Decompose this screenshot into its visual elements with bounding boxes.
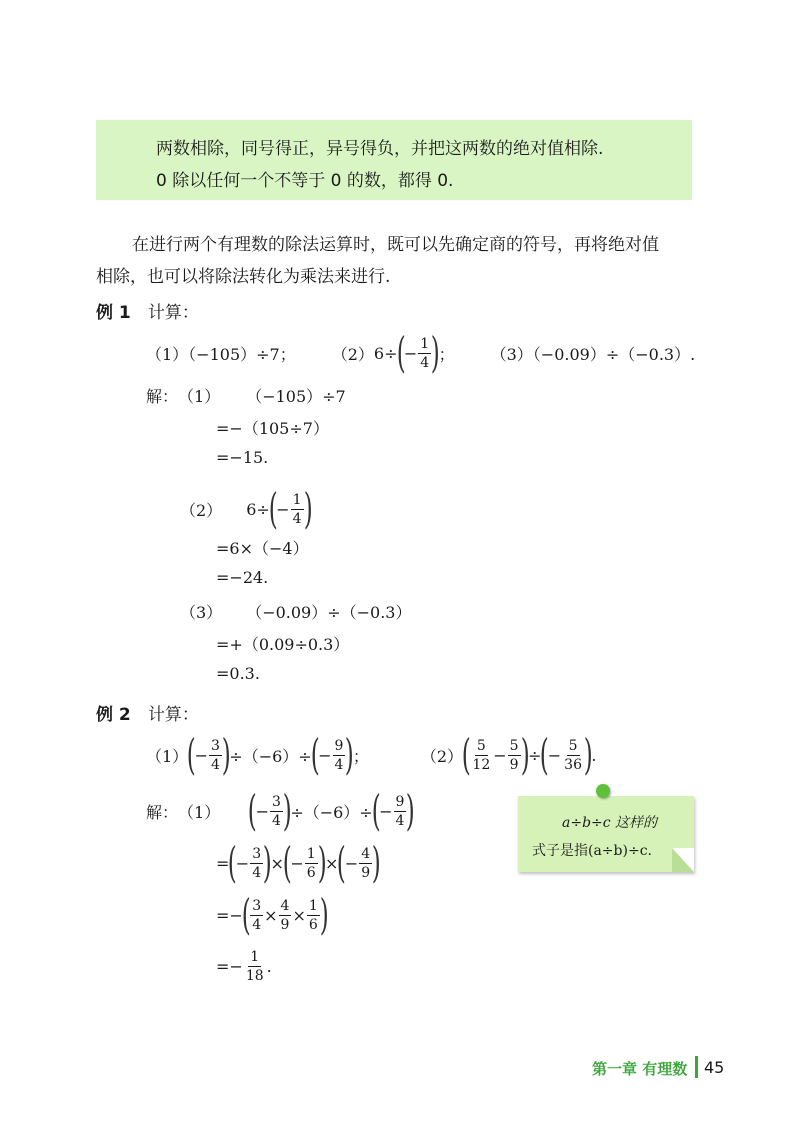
sticky-note	[518, 796, 694, 872]
example-1-problem-2: （2） 6÷ ( − $\frac{1}{4}$ ) ；	[331, 328, 455, 377]
fraction: $\frac{5}{36}$	[564, 737, 582, 773]
note-line-1: a÷b÷c 这样的	[562, 815, 658, 831]
fraction: $\frac{3}{4}$	[272, 793, 281, 829]
example-1-solution-2: （2） 6÷ ( − $\frac{1}{4}$ )	[180, 484, 313, 533]
fraction: $\frac{1}{6}$	[306, 845, 316, 881]
fraction: $\frac{5}{9}$	[509, 737, 519, 773]
example-1-solution-2-step-3: =−24.	[216, 568, 269, 587]
fraction: $\frac{3}{4}$	[252, 897, 262, 933]
example-1-solution-3-step-2: =+（0.09÷0.3）	[216, 635, 350, 654]
example-1-problem-1: （1）（−105）÷7；	[146, 344, 296, 364]
fraction: $\frac{9}{4}$	[395, 793, 405, 829]
example-1-solution-1-step-2: =−（105÷7）	[216, 419, 329, 438]
fraction: $\frac{1}{4}$	[292, 491, 302, 527]
example-1-title: 计算：	[147, 303, 199, 323]
note-curl	[672, 848, 694, 872]
example-2-solution-step-2: = ( − $\frac{3}{4}$ ) × ( − $\frac{1}{6}$ ) × ( − $\frac{4}{9}$ )	[216, 838, 381, 887]
fraction: $\frac{3}{4}$	[252, 845, 262, 881]
paragraph-line-2: 相除，也可以将除法转化为乘法来进行.	[96, 267, 391, 287]
example-1-label: 例 1	[96, 303, 131, 323]
example-1-problems	[146, 328, 696, 377]
fraction: $\frac{9}{4}$	[334, 737, 344, 773]
example-1-solution-2-step-2: =6×（−4）	[216, 539, 309, 558]
footer-chapter: 第一章 有理数	[592, 1060, 688, 1078]
example-2-solution-step-3: =− ( $\frac{3}{4}$ × $\frac{4}{9}$ × $\frac{1}{6}$ )	[216, 890, 329, 939]
fraction: $\frac{5}{12}$	[472, 737, 491, 773]
example-2-solution-step-1: 解： （1） ( − $\frac{3}{4}$ ) ÷（−6）÷ ( − $\frac{9}{4}$ )	[146, 786, 416, 835]
example-2-header	[96, 700, 199, 725]
rule-line-1: 两数相除，同号得正，异号得负，并把这两数的绝对值相除.	[156, 139, 604, 159]
example-2-problem-2: （2） ( $\frac{5}{12}$ − $\frac{5}{9}$ ) ÷ ( − $\frac{5}{36}$ ) .	[420, 730, 597, 779]
footer-divider	[695, 1056, 698, 1078]
example-2-problem-1: （1） ( − $\frac{3}{4}$ ) ÷（−6）÷ ( − $\frac{9}{4}$ ) ；	[146, 730, 369, 779]
example-2-title: 计算：	[147, 705, 199, 725]
page-number: 45	[704, 1058, 725, 1077]
rule-box	[96, 120, 692, 200]
example-1-solution-3: （3） （−0.09）÷（−0.3）	[180, 603, 412, 622]
note-line-2: 式子是指(a÷b)÷c.	[532, 843, 652, 859]
example-1-solution-1: 解： （1） （−105）÷7	[146, 384, 346, 407]
example-2-solution-step-4: =− $\frac{1}{18}$ .	[216, 949, 272, 984]
example-1-problem-3: （3）（−0.09）÷（−0.3）.	[490, 344, 696, 364]
solution-label: 解：	[146, 802, 179, 822]
rule-line-2: 0 除以任何一个不等于 0 的数，都得 0.	[156, 171, 454, 191]
fraction: $\frac{4}{9}$	[361, 845, 371, 881]
example-1-solution-1-step-3: =−15.	[216, 448, 269, 467]
fraction: $\frac{1}{6}$	[308, 897, 318, 933]
fraction: $\frac{3}{4}$	[210, 737, 220, 773]
solution-label: 解：	[146, 387, 179, 406]
fraction: $\frac{4}{9}$	[280, 897, 290, 933]
example-1-header	[96, 298, 199, 323]
pushpin-icon	[596, 784, 610, 798]
example-2-label: 例 2	[96, 705, 131, 725]
example-1-solution-3-step-3: =0.3.	[216, 664, 260, 683]
fraction: $\frac{1}{4}$	[420, 335, 430, 371]
paragraph-line-1: 在进行两个有理数的除法运算时，既可以先确定商的符号，再将绝对值	[132, 235, 659, 255]
fraction: $\frac{1}{18}$	[245, 949, 264, 984]
example-2-problems	[146, 730, 597, 779]
